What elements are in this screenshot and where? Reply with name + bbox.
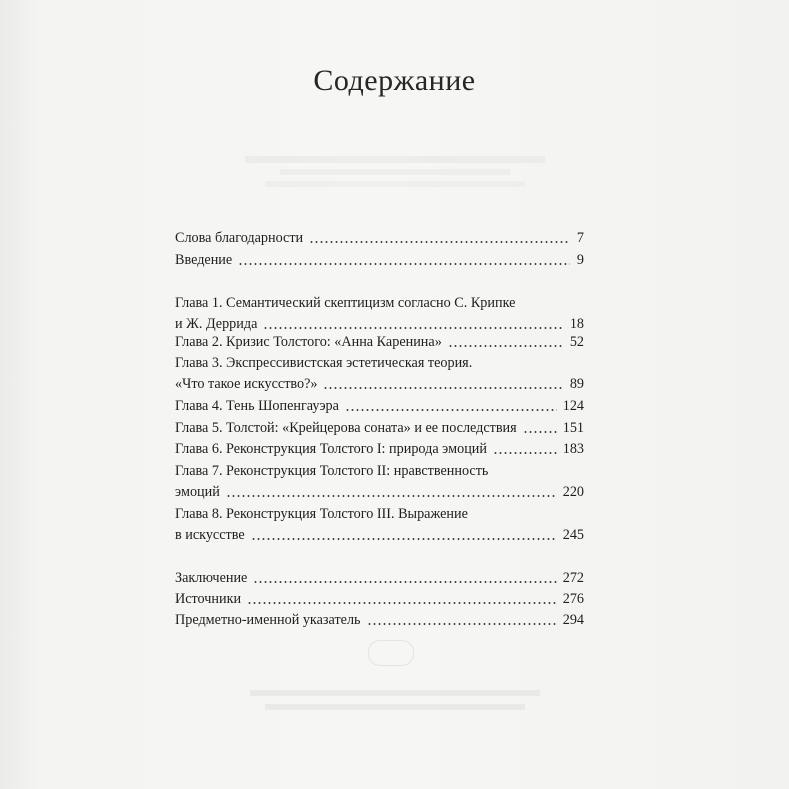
toc-entry-title-continued: эмоций: [175, 484, 220, 500]
toc-entry[interactable]: [175, 418, 584, 439]
toc-entry-page: 245: [562, 527, 584, 543]
toc-entry-page: 7: [576, 230, 584, 246]
dot-leader: [448, 345, 564, 347]
toc-entry[interactable]: [175, 353, 584, 395]
toc-entry[interactable]: [175, 610, 584, 631]
dot-leader: [309, 241, 570, 243]
toc-entry-title: Глава 8. Реконструкция Толстого III. Выражение: [175, 506, 468, 522]
dot-leader: [253, 581, 556, 583]
toc-entry-title-continued: и Ж. Деррида: [175, 316, 258, 332]
toc-entry-title: Заключение: [175, 570, 248, 586]
dot-leader: [226, 495, 557, 497]
toc-entry[interactable]: [175, 228, 584, 249]
toc-entry[interactable]: [175, 461, 584, 503]
toc-entry[interactable]: [175, 396, 584, 417]
toc-entry-page: 9: [576, 252, 584, 268]
page-title: Содержание: [313, 64, 476, 97]
toc-entry-title: Глава 2. Кризис Толстого: «Анна Каренина»: [175, 334, 442, 350]
show-through-text: [0, 150, 789, 200]
toc-entry[interactable]: [175, 250, 584, 271]
toc-entry-page: 220: [562, 484, 584, 500]
dot-leader: [263, 327, 563, 329]
show-through-line: [265, 704, 525, 710]
toc-entry-title: Источники: [175, 591, 242, 607]
toc-entry-page: 276: [562, 591, 584, 607]
toc-entry[interactable]: [175, 504, 584, 546]
dot-leader: [247, 602, 557, 604]
toc-entry-title: Глава 7. Реконструкция Толстого II: нравственность: [175, 463, 489, 479]
toc-entry-title: Глава 6. Реконструкция Толстого I: природа эмоций: [175, 441, 487, 457]
toc-entry-page: 18: [569, 316, 584, 332]
toc-entry-title: Глава 3. Экспрессивистская эстетическая теория.: [175, 355, 473, 371]
dot-leader: [367, 623, 557, 625]
toc-entry[interactable]: [175, 568, 584, 589]
toc-entry-title-continued: «Что такое искусство?»: [175, 376, 318, 392]
toc-entry-page: 124: [562, 398, 584, 414]
toc-entry-title: Предметно-именной указатель: [175, 612, 361, 628]
dot-leader: [523, 431, 557, 433]
toc-entry[interactable]: [175, 293, 584, 335]
toc-entry-page: 151: [562, 420, 584, 436]
toc-entry-page: 89: [569, 376, 584, 392]
dot-leader: [323, 387, 563, 389]
toc-entry[interactable]: [175, 589, 584, 610]
toc-entry-title: Глава 5. Толстой: «Крейцерова соната» и ее последствия: [175, 420, 517, 436]
toc-entry-title-continued: в искусстве: [175, 527, 245, 543]
toc-entry[interactable]: [175, 439, 584, 460]
dot-leader: [493, 452, 557, 454]
toc-entry[interactable]: [175, 332, 584, 353]
dot-leader: [251, 538, 557, 540]
toc-entry-title: Глава 4. Тень Шопенгауэра: [175, 398, 339, 414]
dot-leader: [345, 409, 557, 411]
show-through-mark: [368, 640, 414, 666]
toc-entry-page: 272: [562, 570, 584, 586]
toc-entry-title: Глава 1. Семантический скептицизм согласно С. Крипке: [175, 295, 516, 311]
toc-entry-page: 183: [562, 441, 584, 457]
dot-leader: [238, 263, 570, 265]
toc-entry-title: Слова благодарности: [175, 230, 304, 246]
toc-entry-title: Введение: [175, 252, 233, 268]
toc-entry-page: 294: [562, 612, 584, 628]
show-through-line: [250, 690, 540, 696]
toc-entry-page: 52: [569, 334, 584, 350]
